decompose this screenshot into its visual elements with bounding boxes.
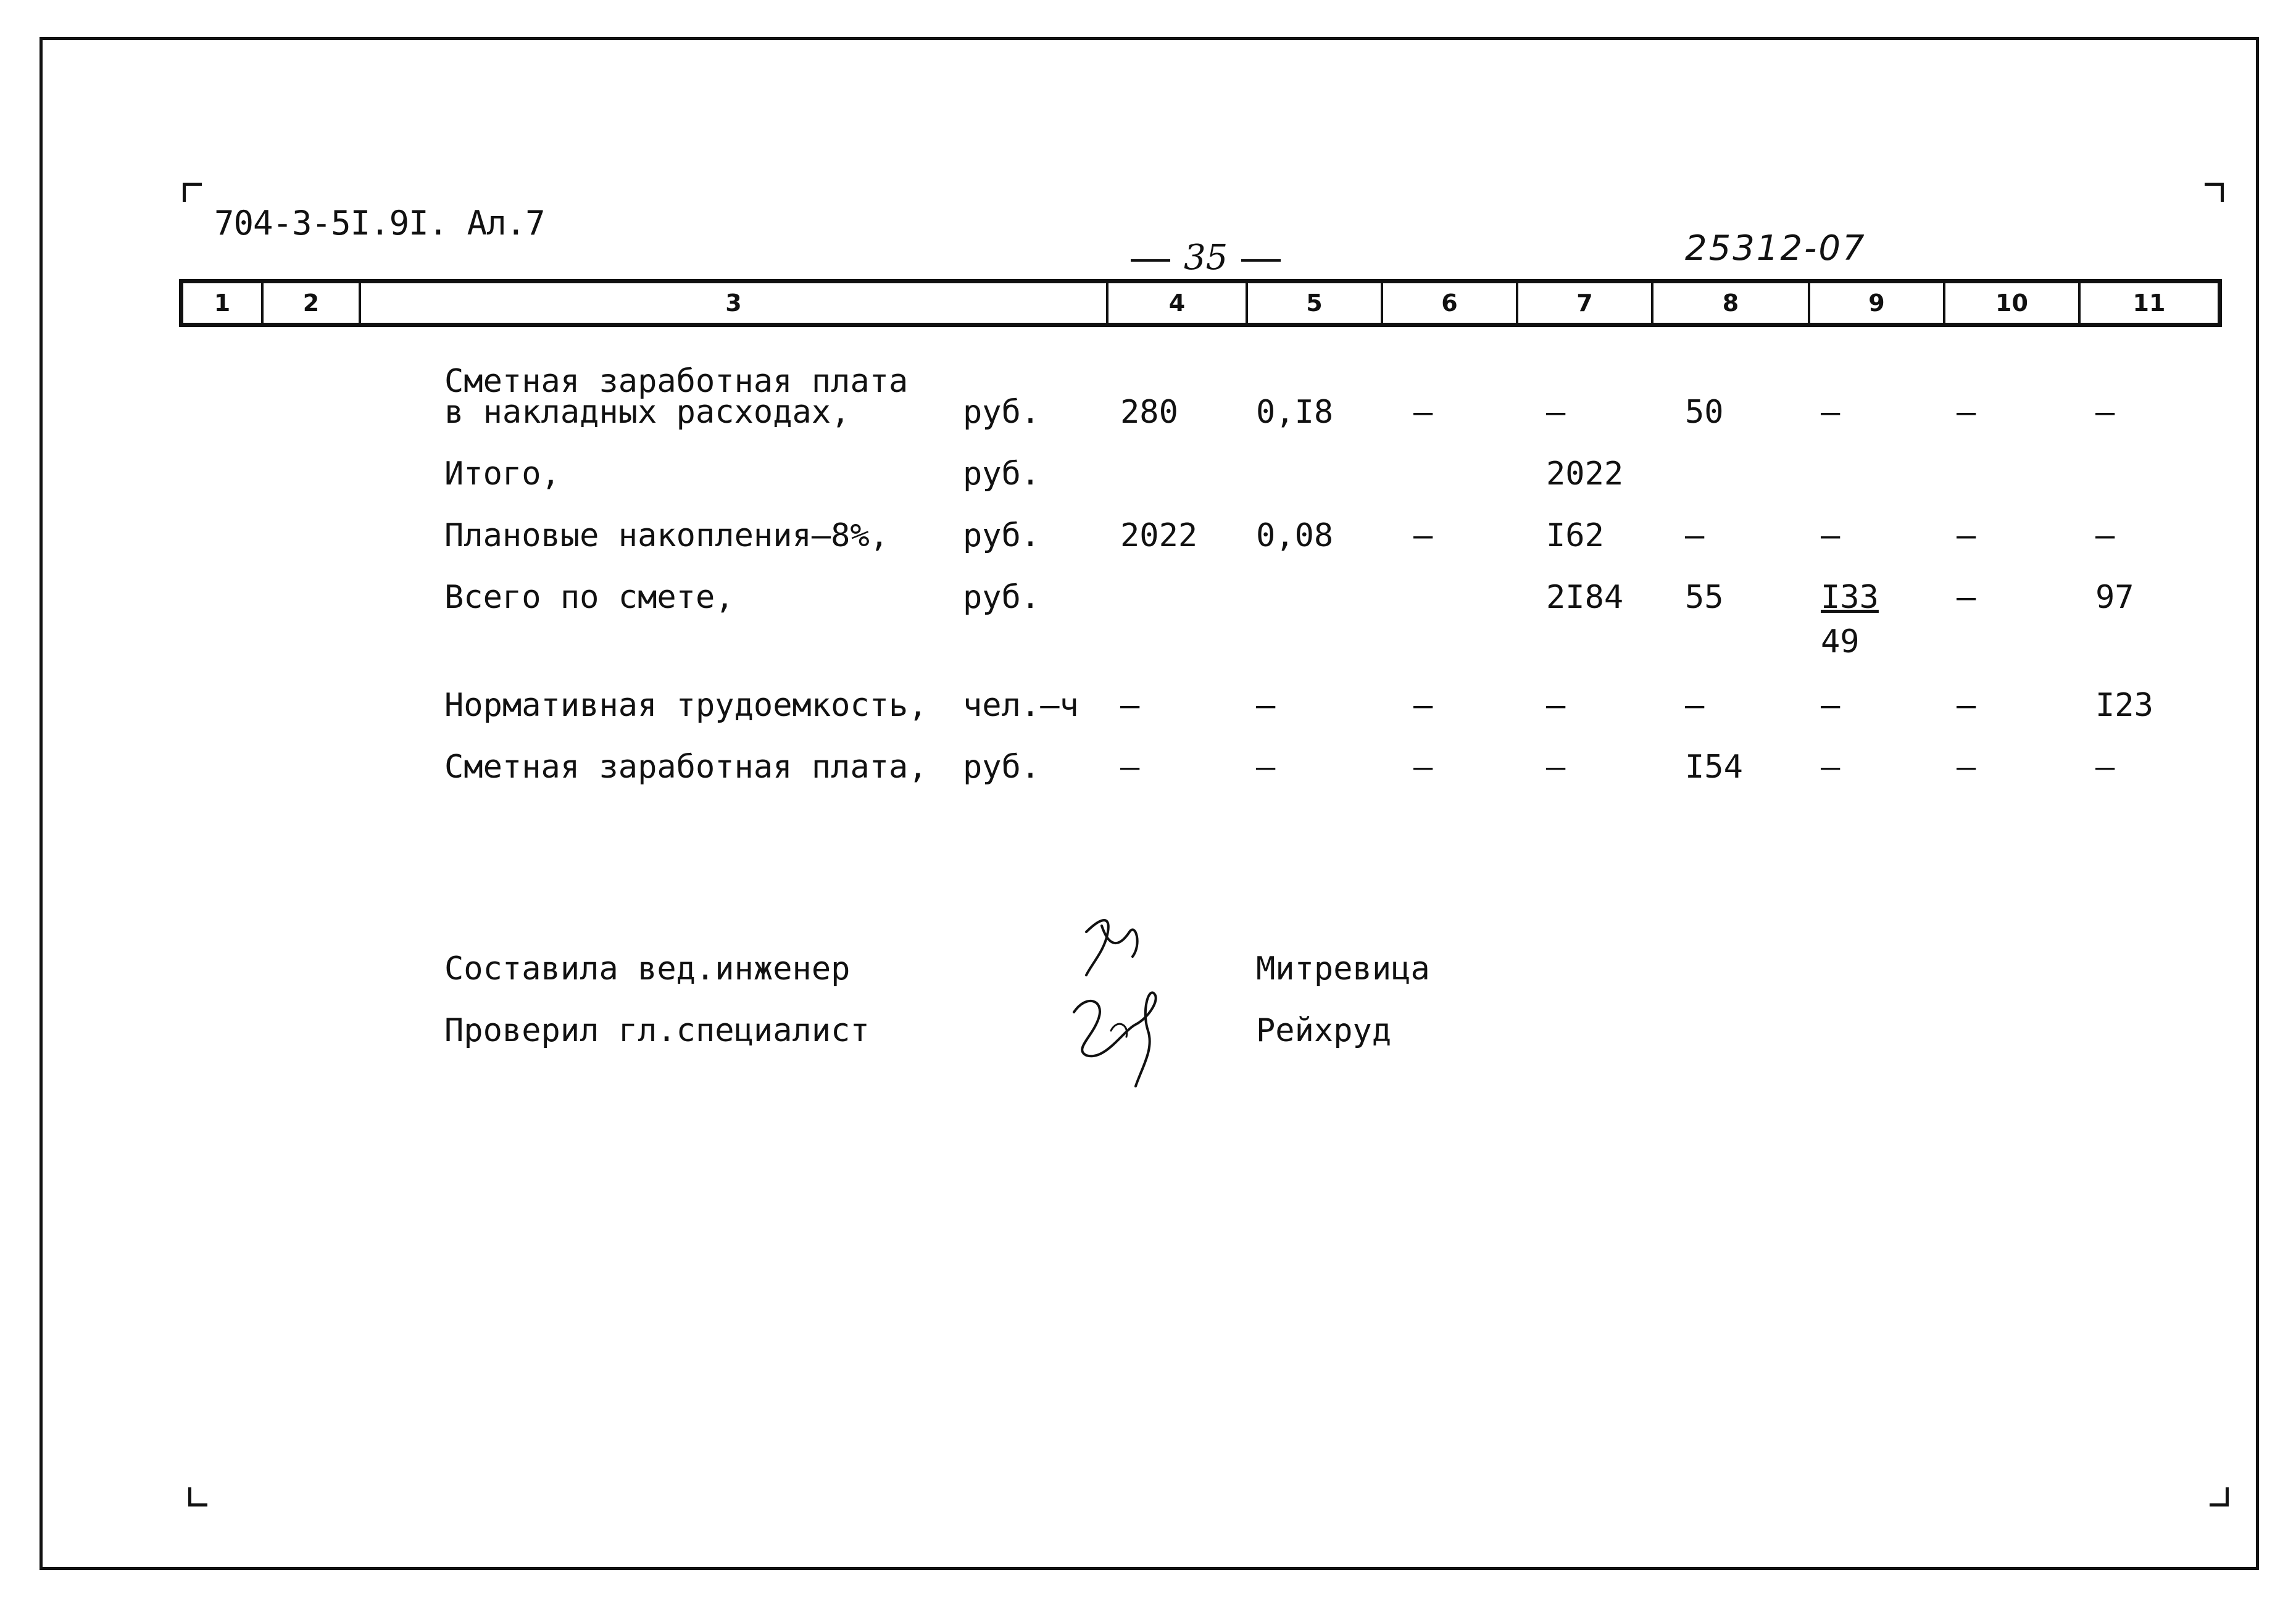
- row-label: Всего по смете,: [444, 579, 734, 616]
- cell-col10: –: [1957, 687, 1976, 724]
- column-header-4: 4: [1108, 283, 1248, 323]
- cell-col5: 0,08: [1256, 517, 1334, 554]
- cell-col7: I62: [1546, 517, 1604, 554]
- cell-col6: –: [1413, 517, 1433, 554]
- row-label-line2: в накладных расходах,: [444, 394, 851, 431]
- row-unit: руб.: [963, 517, 1041, 554]
- cell-col5: –: [1256, 749, 1276, 786]
- cell-col4: 2022: [1120, 517, 1198, 554]
- column-header-1: 1: [183, 283, 264, 323]
- column-header-5: 5: [1248, 283, 1383, 323]
- handwritten-signature: [1049, 907, 1210, 1092]
- column-header-9: 9: [1810, 283, 1945, 323]
- document-code: 704-3-5I.9I. Ал.7: [214, 204, 545, 243]
- column-header-2: 2: [264, 283, 361, 323]
- column-number-header: [179, 279, 2222, 327]
- page-number: [1117, 238, 1294, 278]
- table-row: [0, 579, 2296, 671]
- column-header-10: 10: [1945, 283, 2081, 323]
- cell-col11: –: [2095, 394, 2115, 431]
- cell-col9: –: [1821, 687, 1841, 724]
- cell-col4: 280: [1120, 394, 1178, 431]
- corner-mark-top-right: [2205, 183, 2224, 202]
- cell-col10: –: [1957, 579, 1976, 616]
- row-unit: чел.–ч: [963, 687, 1079, 724]
- cell-col11: –: [2095, 749, 2115, 786]
- cell-col8: –: [1685, 517, 1705, 554]
- registration-number: 25312-07: [1685, 228, 1866, 268]
- table-row: [0, 687, 2296, 736]
- column-header-8: 8: [1653, 283, 1810, 323]
- cell-col8: 55: [1685, 579, 1724, 616]
- table-row: [0, 455, 2296, 505]
- row-label: Плановые накопления–8%,: [444, 517, 889, 554]
- cell-col7: 2I84: [1546, 579, 1624, 616]
- row-label-line1: Сметная заработная плата: [444, 363, 909, 400]
- column-header-6: 6: [1383, 283, 1518, 323]
- cell-col6: –: [1413, 687, 1433, 724]
- cell-col11: –: [2095, 517, 2115, 554]
- table-row: [0, 749, 2296, 798]
- cell-col5: –: [1256, 687, 1276, 724]
- cell-col11: 97: [2095, 579, 2134, 616]
- table-row: [0, 517, 2296, 567]
- cell-col10: –: [1957, 517, 1976, 554]
- row-unit: руб.: [963, 579, 1041, 616]
- cell-col7: 2022: [1546, 455, 1624, 492]
- cell-col7: –: [1546, 749, 1566, 786]
- signature-name: Рейхруд: [1256, 1012, 1392, 1049]
- row-label: Сметная заработная плата,: [444, 749, 928, 786]
- cell-col7: –: [1546, 394, 1566, 431]
- cell-col9: –: [1821, 517, 1841, 554]
- cell-col9: –: [1821, 749, 1841, 786]
- cell-col8: –: [1685, 687, 1705, 724]
- cell-col9-sub: 49: [1821, 623, 1860, 660]
- cell-col9: –: [1821, 394, 1841, 431]
- cell-col8: I54: [1685, 749, 1743, 786]
- corner-mark-bottom-right: [2210, 1487, 2229, 1506]
- cell-col6: –: [1413, 394, 1433, 431]
- signature-role: Составила вед.инженер: [444, 950, 851, 987]
- corner-mark-top-left: [183, 183, 202, 202]
- row-unit: руб.: [963, 394, 1041, 431]
- cell-col4: –: [1120, 749, 1140, 786]
- column-header-7: 7: [1518, 283, 1653, 323]
- cell-col11: I23: [2095, 687, 2153, 724]
- column-header-11: 11: [2132, 289, 2166, 317]
- row-label: Итого,: [444, 455, 560, 492]
- cell-col6: –: [1413, 749, 1433, 786]
- cell-col4: –: [1120, 687, 1140, 724]
- corner-mark-bottom-left: [188, 1487, 207, 1506]
- signature-role: Проверил гл.специалист: [444, 1012, 870, 1049]
- cell-col10: –: [1957, 749, 1976, 786]
- cell-col9: I33: [1821, 579, 1879, 616]
- cell-col5: 0,I8: [1256, 394, 1334, 431]
- cell-col7: –: [1546, 687, 1566, 724]
- signature-name: Митревица: [1256, 950, 1430, 987]
- column-header-3: 3: [361, 283, 1108, 323]
- cell-col10: –: [1957, 394, 1976, 431]
- row-label: Нормативная трудоемкость,: [444, 687, 928, 724]
- page-number-value: 35: [1184, 238, 1228, 278]
- row-unit: руб.: [963, 455, 1041, 492]
- row-unit: руб.: [963, 749, 1041, 786]
- cell-col8: 50: [1685, 394, 1724, 431]
- table-row: [0, 363, 2296, 431]
